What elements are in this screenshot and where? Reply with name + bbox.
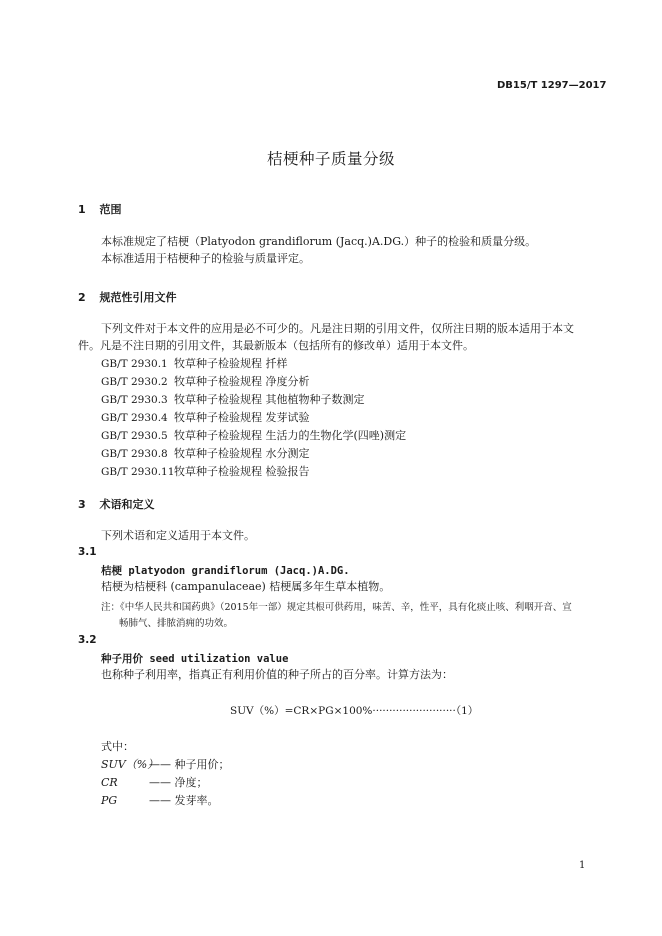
page-number: 1 xyxy=(579,860,586,871)
reference-list xyxy=(101,356,406,482)
formula-where-label: 式中： xyxy=(101,740,134,753)
variable-description: —— 净度； xyxy=(149,776,208,789)
section-number: 2 xyxy=(78,291,86,304)
note-text: 《中华人民共和国药典》（2015年一部）规定其根可供药用，味苦、辛，性平，具有化痰止咳、利咽开音、宣 xyxy=(120,602,572,613)
section-2-heading xyxy=(78,289,177,305)
reference-title: 牧草种子检验规程 其他植物种子数测定 xyxy=(174,393,365,406)
reference-title: 牧草种子检验规程 水分测定 xyxy=(174,447,310,460)
variable-symbol: CR xyxy=(101,776,118,789)
reference-item xyxy=(101,356,406,374)
variable-description: —— 发芽率。 xyxy=(149,794,219,807)
reference-title: 牧草种子检验规程 净度分析 xyxy=(174,375,310,388)
variable-symbol: SUV（%） xyxy=(101,758,159,771)
variable-description: —— 种子用价； xyxy=(149,758,230,771)
section-1-heading xyxy=(78,201,122,217)
formula-variable xyxy=(101,757,230,775)
reference-item xyxy=(101,392,406,410)
note-label: 注： xyxy=(101,602,121,613)
reference-item xyxy=(101,464,406,482)
term-3-1-number: 3.1 xyxy=(78,546,97,558)
formula: SUV（%）=CR×PG×100%·························（1） xyxy=(230,705,479,717)
term-3-2-definition: 也称种子利用率，指真正有利用价值的种子所占的百分率。计算方法为： xyxy=(101,668,453,681)
variable-symbol: PG xyxy=(101,794,118,807)
document-title: 桔梗种子质量分级 xyxy=(266,150,395,168)
standard-number: DB15/T 1297—2017 xyxy=(497,80,607,91)
section-title: 规范性引用文件 xyxy=(99,291,177,304)
term-3-1-note xyxy=(101,599,572,613)
term-3-1-definition: 桔梗为桔梗科 (campanulaceae) 桔梗属多年生草本植物。 xyxy=(101,580,391,593)
term-3-1-note-continued: 畅肺气、排脓消痈的功效。 xyxy=(119,618,234,629)
reference-title: 牧草种子检验规程 发芽试验 xyxy=(174,411,310,424)
reference-item xyxy=(101,446,406,464)
term-3-2-term: 种子用价 seed utilization value xyxy=(101,653,289,665)
reference-title: 牧草种子检验规程 生活力的生物化学(四唑)测定 xyxy=(174,429,407,442)
scope-paragraph-2: 本标准适用于桔梗种子的检验与质量评定。 xyxy=(101,252,310,265)
reference-code: GB/T 2930.5 xyxy=(101,430,168,442)
reference-code: GB/T 2930.8 xyxy=(101,448,168,460)
term-3-2-number: 3.2 xyxy=(78,634,97,646)
reference-title: 牧草种子检验规程 扦样 xyxy=(174,357,288,370)
reference-code: GB/T 2930.1 xyxy=(101,358,168,370)
reference-item xyxy=(101,410,406,428)
formula-variable xyxy=(101,793,230,811)
reference-code: GB/T 2930.3 xyxy=(101,394,168,406)
section-3-heading xyxy=(78,496,155,512)
reference-item xyxy=(101,428,406,446)
reference-code: GB/T 2930.11 xyxy=(101,466,175,478)
section-number: 1 xyxy=(78,203,86,216)
reference-code: GB/T 2930.2 xyxy=(101,376,168,388)
reference-title: 牧草种子检验规程 检验报告 xyxy=(174,465,310,478)
terms-intro: 下列术语和定义适用于本文件。 xyxy=(101,529,255,542)
section-title: 术语和定义 xyxy=(99,498,155,511)
reference-code: GB/T 2930.4 xyxy=(101,412,168,424)
reference-item xyxy=(101,374,406,392)
scope-paragraph-1: 本标准规定了桔梗（Platyodon grandiflorum (Jacq.)A.DG.）种子的检验和质量分级。 xyxy=(101,235,537,248)
formula-variable xyxy=(101,775,230,793)
section-number: 3 xyxy=(78,498,86,511)
refs-intro-line-2: 件。凡是不注日期的引用文件，其最新版本（包括所有的修改单）适用于本文件。 xyxy=(78,339,474,352)
refs-intro-line-1: 下列文件对于本文件的应用是必不可少的。凡是注日期的引用文件，仅所注日期的版本适用于本文 xyxy=(101,322,574,335)
formula-variable-list xyxy=(101,757,230,811)
section-title: 范围 xyxy=(99,203,122,216)
term-3-1-term: 桔梗 platyodon grandiflorum (Jacq.)A.DG. xyxy=(101,565,350,577)
